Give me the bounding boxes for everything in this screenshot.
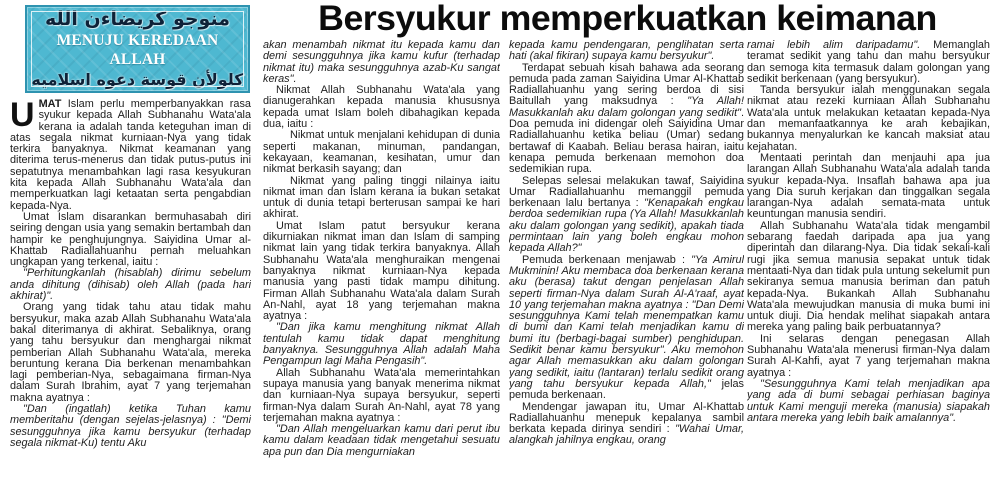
masthead-name: MENUJU KEREDAAN ALLAH — [56, 32, 219, 68]
article-column-2 — [263, 40, 500, 500]
paragraph — [509, 402, 744, 447]
article-column-1 — [10, 99, 251, 500]
article-title: Bersyukur memperkuatkan keimanan — [318, 0, 937, 38]
paragraph — [10, 99, 251, 212]
paragraph — [747, 153, 990, 221]
drop-cap: U — [10, 99, 35, 134]
paragraph — [263, 322, 500, 367]
text-run: Allah Subhanahu Wata'ala tidak mengambil sebarang faedah daripada apa jua yang diperintah dan dilarang-Nya. Dia tidak sekali-kali rugi jika semua manusia sepakat untuk tidak mentaati-Nya dan tidak pula untung sekelumit pun sekiranya semua manusia beriman dan patuh kepada-Nya. Bukankah Allah Subhanahu Wata'ala mewujudkan manusia di muka bumi ini untuk diuji. Dia hendak melihat siapakah antara mereka yang paling baik perbuatannya? — [747, 219, 990, 334]
masthead-jawi-bottom: كلولأن قوسة دعوه اسلاميه — [31, 70, 244, 89]
text-run: "Sesungguhnya Kami telah menjadikan apa yang ada di bumi sebagai perhiasan baginya untuk Kami menguji mereka (manusia) siapakah antara mereka yang lebih baik amalannya". — [747, 377, 990, 424]
text-run: ramai lebih alim daripadamu". — [747, 40, 921, 51]
text-run: Orang yang tidak tahu atau tidak mahu bersyukur, maka azab Allah Subhanahu Wata'ala bakal diterimanya di akhirat. Sebaliknya, orang yang tahu bersyukur dan menghargai nikmat pemberian Allah Subhanahu Wata'ala, mereka beruntung kerana Dia berkenan menambahkan lagi pemberian-Nya, sebagaimana firman-Nya dalam Surah Ibrahim, ayat 7 yang terjemahan makna ayatnya : — [10, 301, 251, 404]
text-run: akan menambah nikmat itu kepada kamu dan demi sesungguhnya jika kamu kufur (terhadap nikmat itu) maka sesungguhnya azab-Ku sangat keras". — [263, 40, 500, 85]
paragraph — [509, 176, 744, 255]
paragraph — [263, 424, 500, 458]
paragraph — [263, 85, 500, 130]
paragraph — [263, 221, 500, 323]
text-run: Allah Subhanahu Wata'ala memerintahkan supaya manusia yang banyak menerima nikmat dan kurniaan-Nya supaya bersyukur, seperti firman-Nya dalam Surah An-Nahl, ayat 78 yang terjemahan makna ayatnya : — [263, 366, 500, 424]
masthead-jawi-top: منوجو كريضاءن الله — [45, 8, 230, 30]
text-run: Ini selaras dengan penegasan Allah Subhanahu Wata'ala menerusi firman-Nya dalam Surah Al-Kahfi, ayat 7 yang terjemahan makna ayatnya : — [747, 332, 990, 379]
text-run: Islam perlu memperbanyakkan rasa syukur kepada Allah Subhanahu Wata'ala kerana ia adalah tanda keteguhan iman di atas segala nikmat kurniaan-Nya yang tidak terkira banyaknya. Nikmat keamanan yang diterima terus-menerus dan tidak putus-putus ini sepatutnya menambahkan lagi rasa kesyukuran kita kepada Allah Subhanahu Wata'ala dan memperkuatkan lagi ketaatan serta pengabdian kepada-Nya. — [10, 99, 251, 212]
paragraph — [263, 368, 500, 424]
paragraph — [747, 40, 990, 85]
paragraph — [263, 130, 500, 175]
paragraph — [263, 176, 500, 221]
text-run: Umat Islam patut bersyukur kerana dikurniakan nikmat iman dan Islam di samping nikmat lain yang tidak terkira banyaknya. Allah Subhanahu Wata'ala menghuraikan mengenai banyaknya nikmat kurniaan-Nya kepada manusia yang pasti tidak mampu dihitung. Firman Allah Subhanahu Wata'ala dalam Surah An-Nahl, ayat 18 yang terjemahan makna ayatnya : — [263, 219, 500, 323]
text-run: Selepas selesai melakukan tawaf, Saiyidina Umar Radiallahuanhu memanggil pemuda berkenaan lalu bertanya : — [509, 174, 744, 210]
text-run: Nikmat yang paling tinggi nilainya iaitu nikmat iman dan Islam kerana ia bukan setakat untuk di dunia tetapi berterusan sampai ke hari akhirat. — [263, 174, 500, 221]
paragraph — [747, 221, 990, 334]
paragraph — [747, 85, 990, 153]
masthead-box — [25, 5, 250, 93]
paragraph — [10, 268, 251, 302]
text-run: "Ya Allah! Masukkanlah aku dalam golongan yang sedikit" — [509, 95, 744, 119]
paragraph — [10, 404, 251, 449]
text-run: kepada kamu pendengaran, penglihatan serta hati (akal fikiran) supaya kamu bersyukur". — [509, 40, 744, 63]
paragraph — [10, 212, 251, 268]
text-run: Nikmat untuk menjalani kehidupan di dunia seperti makanan, minuman, pandangan, kekayaan, keamanan, kesihatan, umur dan nikmat berkasih sayang; dan — [263, 129, 500, 176]
text-run: Pemuda berkenaan menjawab : — [522, 253, 692, 266]
text-run: "Dan (ingatlah) ketika Tuhan kamu memberitahu (dengan sejelas-jelasnya) : "Demi sesungguhnya jika kamu bersyukur (terhadap segala nikmat-Ku) tentu Aku — [10, 403, 251, 449]
text-run: MAT — [38, 99, 62, 110]
text-run: "Kenapakah engkau berdoa sedemikian rupa (Ya Allah! Masukkanlah aku dalam golongan yang sedikit), apakah tiada permintaan lain yang boleh engkau mohon kepada Allah?" — [509, 197, 744, 255]
text-run: Memanglah teramat sedikit yang tahu dan mahu bersyukur dan semoga kita termasuk dalam golongan yang sedikit berkenaan (yang bersyukur). — [747, 40, 990, 85]
text-run: jelas pemuda berkenaan. — [509, 377, 744, 402]
paragraph — [509, 63, 744, 176]
text-run: Mendengar jawapan itu, Umar Al-Khattab Radiallahuanhu menepuk kepalanya sambil berkata kepada dirinya sendiri : — [509, 400, 744, 436]
text-run: Tanda bersyukur ialah menggunakan segala nikmat atau rezeki kurniaan Allah Subhanahu Wata'ala untuk melakukan ketaatan kepada-Nya dan memanfaatkannya ke arah kebajikan, bukannya menyalurkan ke kancah maksiat atau kejahatan. — [747, 84, 990, 153]
text-run: "Ya Amirul Mukminin! Aku membaca doa berkenaan kerana aku (berasa) takut dengan penjelasan Allah seperti firman-Nya dalam Surah Al-A'raaf, ayat 10 yang terjemahan makna ayatnya : "Dan Demi sesungguhnya Kami telah menempatkan kamu di bumi dan Kami telah menjadikan kamu di bumi itu (berbagi-bagai sumber) penghidupan. Sedikit benar kamu bersyukur". Aku memohon agar Allah memasukkan aku dalam golongan yang sedikit, iaitu (lantaran) terlalu sedikit orang yang tahu bersyukur kepada Allah," — [509, 253, 744, 390]
text-run: Umat Islam disarankan bermuhasabah diri seiring dengan usia yang semakin bertambah dan hampir ke penghujungnya. Saiyidina Umar al-Khattab Radiallahuanhu pernah meluahkan ungkapan yang terkenal, iaitu : — [10, 210, 251, 269]
text-run: . Doa pemuda ini didengar oleh Saiyidina Umar Radiallahuanhu ketika beliau (Umar) sedang bertawaf di Kaabah. Beliau berasa hairan, iaitu kenapa pemuda berkenaan memohon doa sedemikian rupa. — [509, 106, 744, 176]
text-run: "Wahai Umar, alangkah jahilnya engkau, orang — [509, 423, 744, 447]
paragraph — [747, 379, 990, 424]
paragraph — [509, 255, 744, 402]
paragraph — [747, 334, 990, 379]
text-run: Nikmat Allah Subhanahu Wata'ala yang dianugerahkan kepada manusia khususnya kepada umat Islam boleh dibahagikan kepada dua, iaitu : — [263, 84, 500, 131]
article-column-3 — [509, 40, 744, 500]
text-run: Mentaati perintah dan menjauhi apa jua larangan Allah Subhanahu Wata'ala adalah tanda syukur kepada-Nya. Insaflah bahawa apa jua yang Dia suruh kerjakan dan tinggalkan segala larangan-Nya adalah semata-mata untuk keuntungan manusia sendiri. — [747, 151, 990, 221]
text-run: "Dan Allah mengeluarkan kamu dari perut ibu kamu dalam keadaan tidak mengetahui sesuatu apa pun dan Dia mengurniakan — [263, 423, 500, 458]
text-run: Terdapat sebuah kisah bahawa ada seorang pemuda pada zaman Saiyidina Umar Al-Khattab Radiallahuanhu yang sering berdoa di sisi Baitullah yang maksudnya : — [509, 61, 744, 108]
article-column-4 — [747, 40, 990, 500]
text-run: "Perhitungkanlah (hisablah) dirimu sebelum anda dihitung (dihisab) oleh Allah (pada hari akhirat)". — [10, 267, 251, 303]
text-run: "Dan jika kamu menghitung nikmat Allah tentulah kamu tidak dapat menghitung banyaknya. Sesungguhnya Allah adalah Maha Pengampun lagi Maha Pengasih". — [263, 321, 500, 368]
paragraph — [509, 40, 744, 63]
paragraph — [10, 302, 251, 404]
paragraph — [263, 40, 500, 85]
